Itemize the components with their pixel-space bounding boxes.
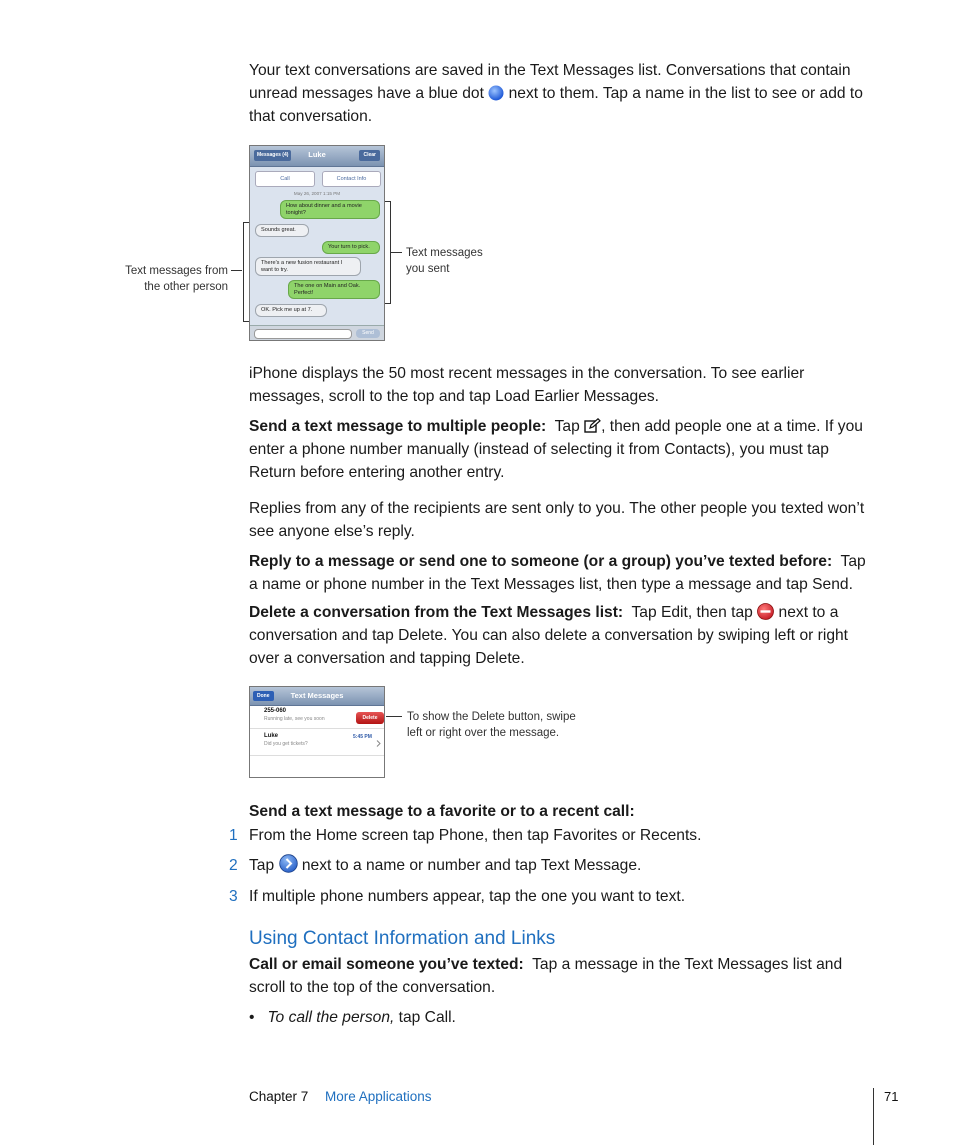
- delete-circle-icon: [757, 603, 774, 620]
- multiple-people-label: Send a text message to multiple people:: [249, 418, 547, 435]
- conversation-screenshot: [249, 145, 385, 341]
- call-button[interactable]: Call: [255, 171, 315, 187]
- conversation-row-title[interactable]: Luke: [264, 733, 279, 739]
- text-messages-navbar: [250, 687, 384, 706]
- contact-info-button[interactable]: Contact Info: [322, 171, 381, 187]
- compose-icon: [584, 418, 601, 434]
- conversation-title: Luke: [308, 150, 326, 159]
- message-bubble-sent: The one on Main and Oak. Perfect!: [288, 280, 380, 299]
- conversation-row-preview: Running late, see you soon: [264, 716, 325, 722]
- call-email-label: Call or email someone you’ve texted:: [249, 956, 524, 973]
- delete-leader-line: [386, 716, 402, 717]
- callout-sent: [406, 245, 526, 277]
- step-text: From the Home screen tap Phone, then tap Favorites or Recents.: [249, 827, 702, 844]
- reply-label: Reply to a message or send one to someone (or a group) you’ve texted before:: [249, 553, 833, 570]
- callout-received: [90, 263, 228, 295]
- bullet-text: tap Call.: [398, 1009, 456, 1026]
- send-button[interactable]: Send: [356, 329, 380, 338]
- text-messages-title: Text Messages: [290, 691, 344, 700]
- received-bracket: [243, 222, 249, 322]
- call-email-paragraph: [249, 953, 877, 999]
- call-email-text: Tap a message in the Text Messages list and scroll to the top of the conversation.: [249, 956, 843, 996]
- conversation-row-title[interactable]: 255-060: [264, 708, 287, 714]
- footer-rule: [873, 1088, 874, 1145]
- callout-received-line1: Text messages from: [125, 265, 228, 277]
- clear-button[interactable]: Clear: [359, 150, 380, 161]
- bullet-mark: •: [249, 1009, 255, 1026]
- step-text-before: Tap: [249, 857, 275, 874]
- callout-delete-line2: left or right over the message.: [407, 727, 560, 739]
- footer-chapter: Chapter 7: [249, 1089, 309, 1104]
- chevron-right-icon: [376, 740, 381, 747]
- detail-disclosure-icon: [279, 854, 298, 873]
- message-input[interactable]: [254, 329, 352, 339]
- multiple-people-text-1: Tap: [554, 418, 580, 435]
- done-button[interactable]: Done: [253, 691, 274, 701]
- message-bubble-received: Sounds great.: [255, 224, 309, 237]
- footer-section-link[interactable]: More Applications: [325, 1089, 432, 1104]
- blue-dot-icon: [488, 85, 504, 101]
- message-bubble-sent: Your turn to pick.: [322, 241, 380, 254]
- messages-back-button[interactable]: Messages (4): [254, 150, 291, 161]
- section-heading: Using Contact Information and Links: [249, 928, 556, 949]
- callout-delete: [407, 709, 607, 741]
- step-text-after: next to a name or number and tap Text Message.: [301, 857, 642, 874]
- page-number: 71: [884, 1089, 899, 1104]
- favorite-heading: Send a text message to a favorite or to a recent call:: [249, 803, 635, 820]
- step-number: 2: [229, 857, 238, 874]
- callout-sent-line1: Text messages: [406, 247, 483, 259]
- replies-paragraph: Replies from any of the recipients are sent only to you. The other people you texted won’t see anyone else’s reply.: [249, 500, 865, 540]
- row-divider: [250, 755, 384, 756]
- step-number: 3: [229, 888, 238, 905]
- step-number: 1: [229, 827, 238, 844]
- conversation-navbar: [250, 146, 384, 167]
- delete-label: Delete a conversation from the Text Messages list:: [249, 604, 624, 621]
- bullet-item: [249, 1006, 877, 1029]
- recent-messages-paragraph: iPhone displays the 50 most recent messages in the conversation. To see earlier messages, scroll to the top and tap Load Earlier Messages.: [249, 365, 805, 405]
- bullet-italic-text: To call the person,: [267, 1009, 395, 1026]
- conversation-row-time: 5:45 PM: [353, 734, 372, 740]
- callout-delete-line1: To show the Delete button, swipe: [407, 711, 576, 723]
- conversation-row-preview: Did you get tickets?: [264, 741, 308, 747]
- message-composer: [250, 325, 384, 340]
- conversation-timestamp: May 26, 2007 1:15 PM: [293, 191, 341, 196]
- intro-text-1: Your text conversations are saved in the Text Messages list. Conversations that contain unread messages have a blue dot: [249, 62, 851, 102]
- reply-paragraph: [249, 550, 877, 596]
- delete-button[interactable]: Delete: [356, 712, 384, 724]
- multiple-people-text-2: , then add people one at a time. If you enter a phone number manually (instead of selecting it from Contacts), you must tap Return before entering another entry.: [249, 418, 863, 481]
- sent-leader-line: [391, 252, 402, 253]
- message-bubble-received: There's a new fusion restaurant I want to try.: [255, 257, 361, 276]
- step-text: If multiple phone numbers appear, tap the one you want to text.: [249, 888, 686, 905]
- intro-paragraph: [249, 59, 877, 128]
- reply-text: Tap a name or phone number in the Text Messages list, then type a message and tap Send.: [249, 553, 866, 593]
- text-messages-list-screenshot: [249, 686, 385, 778]
- message-bubble-sent: How about dinner and a movie tonight?: [280, 200, 380, 219]
- callout-received-line2: the other person: [144, 281, 228, 293]
- multiple-people-paragraph: [249, 415, 877, 484]
- intro-text-2: next to them. Tap a name in the list to see or add to that conversation.: [249, 85, 863, 125]
- delete-paragraph: [249, 601, 877, 670]
- delete-text-2: next to a conversation and tap Delete. You can also delete a conversation by swiping left or right over a conversation and tapping Delete.: [249, 604, 849, 667]
- row-divider: [250, 728, 384, 729]
- received-leader-line: [231, 270, 242, 271]
- delete-text-1: Tap Edit, then tap: [631, 604, 753, 621]
- callout-sent-line2: you sent: [406, 263, 450, 275]
- message-bubble-received: OK. Pick me up at 7.: [255, 304, 327, 317]
- step-text: [249, 854, 877, 877]
